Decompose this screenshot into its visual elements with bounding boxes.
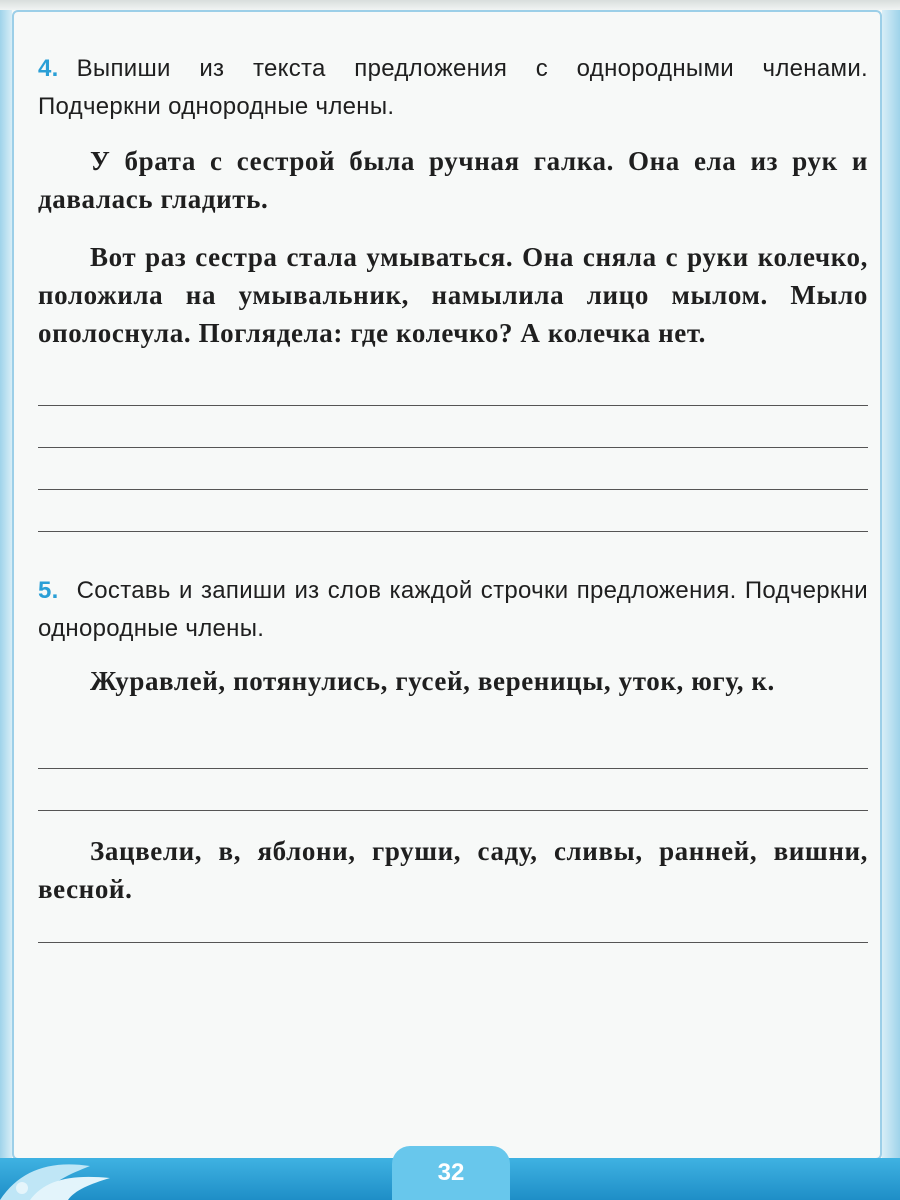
- task-5-part-2: [38, 832, 868, 908]
- top-strip: [0, 0, 900, 10]
- answer-line[interactable]: [38, 405, 868, 406]
- task-4-passage: [38, 142, 868, 352]
- answer-line[interactable]: [38, 810, 868, 811]
- task-5-line-1: Журавлей, потянулись, гусей, вереницы, уток, югу, к.: [90, 666, 775, 696]
- task-4-paragraph-1: У брата с сестрой была ручная галка. Она ела из рук и давалась гладить.: [38, 146, 868, 214]
- page-number: 32: [392, 1146, 510, 1200]
- task-5-line-2: Зацвели, в, яблони, груши, саду, сливы, ранней, вишни, весной.: [38, 836, 868, 904]
- task-5-words-block: [38, 662, 868, 700]
- task-5-words-block-2: [38, 832, 868, 908]
- answer-line[interactable]: [38, 489, 868, 490]
- task-5: [38, 572, 868, 700]
- task-4-instruction-block: [38, 50, 868, 126]
- answer-line[interactable]: [38, 531, 868, 532]
- task-5-instruction-block: [38, 572, 868, 648]
- frame-right: [882, 10, 900, 1160]
- task-4: [38, 50, 868, 352]
- leaf-ornament-icon: [0, 1130, 140, 1200]
- answer-line[interactable]: [38, 942, 868, 943]
- frame-left: [0, 10, 12, 1160]
- task-4-instruction: Выпиши из текста предложения с однородными членами. Подчеркни однородные члены.: [38, 55, 868, 120]
- task-5-instruction: Составь и запиши из слов каждой строчки предложения. Подчеркни однородные члены.: [38, 577, 868, 642]
- task-4-paragraph-2: Вот раз сестра стала умываться. Она сняла с руки колечко, положила на умывальник, намылила лицо мылом. Мыло ополоснула. Поглядела: где колечко? А колечка нет.: [38, 242, 868, 348]
- task-4-number: 4.: [38, 55, 59, 82]
- answer-line[interactable]: [38, 768, 868, 769]
- task-5-number: 5.: [38, 577, 59, 604]
- answer-line[interactable]: [38, 447, 868, 448]
